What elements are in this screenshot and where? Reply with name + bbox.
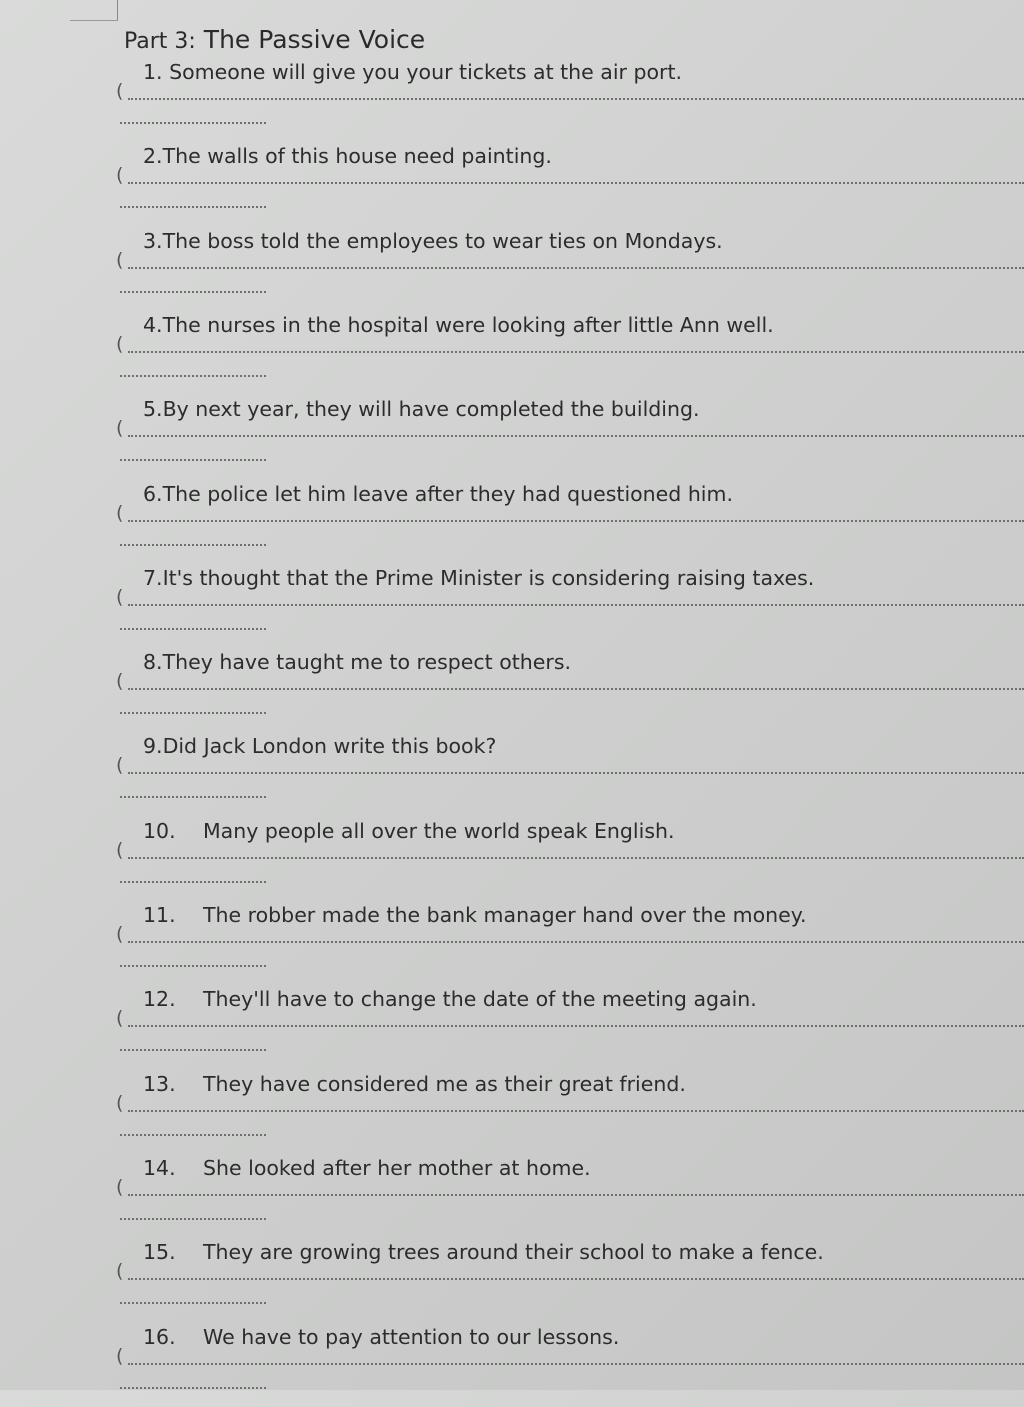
answer-line-continuation (120, 628, 266, 630)
section-part-label: Part 3: (124, 29, 196, 54)
question-number: 5. (143, 397, 163, 422)
question-item (0, 901, 1024, 985)
answer-line-continuation (120, 1387, 266, 1389)
answer-line-continuation (120, 1218, 266, 1220)
question-sentence: They have considered me as their great friend. (203, 1071, 686, 1096)
answer-line (128, 1110, 1024, 1112)
section-title-text: The Passive Voice (203, 25, 426, 54)
answer-open-paren: ( (116, 754, 124, 777)
question-text (143, 648, 571, 676)
answer-open-paren: ( (116, 417, 124, 440)
answer-line-continuation (120, 206, 266, 208)
answer-line (128, 857, 1024, 859)
question-text (143, 227, 723, 255)
answer-open-paren: ( (116, 1007, 124, 1030)
question-item (0, 480, 1024, 564)
question-number: 14. (143, 1155, 176, 1180)
question-text (143, 480, 733, 508)
question-item (0, 1238, 1024, 1322)
question-item (0, 1154, 1024, 1238)
question-number: 11. (143, 903, 176, 927)
question-sentence: The nurses in the hospital were looking after little Ann well. (162, 312, 774, 337)
answer-line-continuation (120, 796, 266, 798)
question-item (0, 817, 1024, 901)
answer-open-paren: ( (116, 585, 124, 608)
question-sentence: Many people all over the world speak English. (203, 818, 675, 843)
question-number: 4. (143, 312, 163, 337)
answer-line-continuation (120, 712, 266, 714)
question-text (143, 395, 700, 423)
answer-line-continuation (120, 459, 266, 461)
question-number: 12. (143, 987, 176, 1012)
answer-open-paren: ( (116, 1260, 124, 1283)
answer-open-paren: ( (116, 248, 124, 271)
question-text (143, 901, 807, 929)
answer-open-paren: ( (116, 1091, 124, 1114)
answer-line (128, 182, 1024, 184)
question-number: 16. (143, 1324, 176, 1349)
question-number: 13. (143, 1071, 176, 1096)
question-item (0, 311, 1024, 395)
answer-line (128, 435, 1024, 437)
answer-open-paren: ( (116, 838, 124, 861)
answer-line (128, 772, 1024, 774)
question-text (143, 985, 757, 1013)
answer-open-paren: ( (116, 164, 124, 187)
question-item (0, 985, 1024, 1069)
question-number: 9. (143, 734, 163, 759)
page-margin-tick (70, 20, 118, 21)
question-number: 10. (143, 818, 176, 843)
answer-open-paren: ( (116, 332, 124, 355)
answer-line (128, 1194, 1024, 1196)
question-item (0, 564, 1024, 648)
question-text (143, 1154, 591, 1182)
question-sentence: The police let him leave after they had questioned him. (162, 481, 733, 506)
question-item (0, 732, 1024, 816)
question-sentence: Did Jack London write this book? (162, 734, 497, 759)
answer-line-continuation (120, 1302, 266, 1304)
question-text (143, 142, 552, 170)
question-text (143, 732, 496, 760)
question-text (143, 58, 682, 86)
question-item (0, 58, 1024, 142)
question-text (143, 1323, 619, 1351)
answer-line (128, 941, 1024, 943)
question-text (143, 311, 774, 339)
question-item (0, 1070, 1024, 1154)
answer-line-continuation (120, 122, 266, 124)
answer-line-continuation (120, 965, 266, 967)
question-item (0, 142, 1024, 226)
answer-line-continuation (120, 1134, 266, 1136)
question-text (143, 1238, 824, 1266)
question-sentence: They'll have to change the date of the meeting again. (203, 987, 757, 1012)
answer-line-continuation (120, 881, 266, 883)
question-text (143, 1070, 686, 1098)
question-number: 8. (143, 650, 163, 675)
answer-open-paren: ( (116, 670, 124, 693)
question-sentence: The walls of this house need painting. (162, 144, 552, 169)
question-item (0, 648, 1024, 732)
answer-line (128, 1025, 1024, 1027)
question-sentence: We have to pay attention to our lessons. (203, 1324, 620, 1349)
answer-open-paren: ( (116, 1344, 124, 1367)
question-number: 7. (143, 565, 163, 590)
answer-line-continuation (120, 544, 266, 546)
answer-line (128, 688, 1024, 690)
question-sentence: It's thought that the Prime Minister is considering raising taxes. (162, 565, 815, 590)
question-sentence: The robber made the bank manager hand over the money. (203, 903, 807, 927)
answer-line (128, 267, 1024, 269)
question-number: 3. (143, 228, 163, 253)
section-title (124, 24, 425, 58)
answer-line-continuation (120, 1049, 266, 1051)
question-number: 1. (143, 60, 163, 84)
answer-line-continuation (120, 291, 266, 293)
answer-line (128, 604, 1024, 606)
question-sentence: They have taught me to respect others. (162, 650, 572, 675)
answer-open-paren: ( (116, 1175, 124, 1198)
question-number: 2. (143, 144, 163, 169)
answer-line (128, 520, 1024, 522)
question-text (143, 564, 814, 592)
question-item (0, 227, 1024, 311)
answer-line (128, 1278, 1024, 1280)
answer-open-paren: ( (116, 923, 124, 945)
question-sentence: She looked after her mother at home. (203, 1155, 591, 1180)
question-number: 15. (143, 1240, 176, 1265)
question-sentence: By next year, they will have completed the building. (162, 397, 700, 422)
answer-line-continuation (120, 375, 266, 377)
question-sentence: Someone will give you your tickets at the air port. (169, 60, 683, 84)
question-item (0, 395, 1024, 479)
page-margin-line (117, 0, 118, 20)
question-sentence: The boss told the employees to wear ties on Mondays. (162, 228, 723, 253)
answer-line (128, 98, 1024, 100)
answer-open-paren: ( (116, 501, 124, 524)
question-sentence: They are growing trees around their school to make a fence. (203, 1240, 824, 1265)
answer-line (128, 1363, 1024, 1365)
question-item (0, 1323, 1024, 1407)
question-text (143, 817, 675, 845)
answer-open-paren: ( (116, 80, 124, 102)
question-number: 6. (143, 481, 163, 506)
answer-line (128, 351, 1024, 353)
